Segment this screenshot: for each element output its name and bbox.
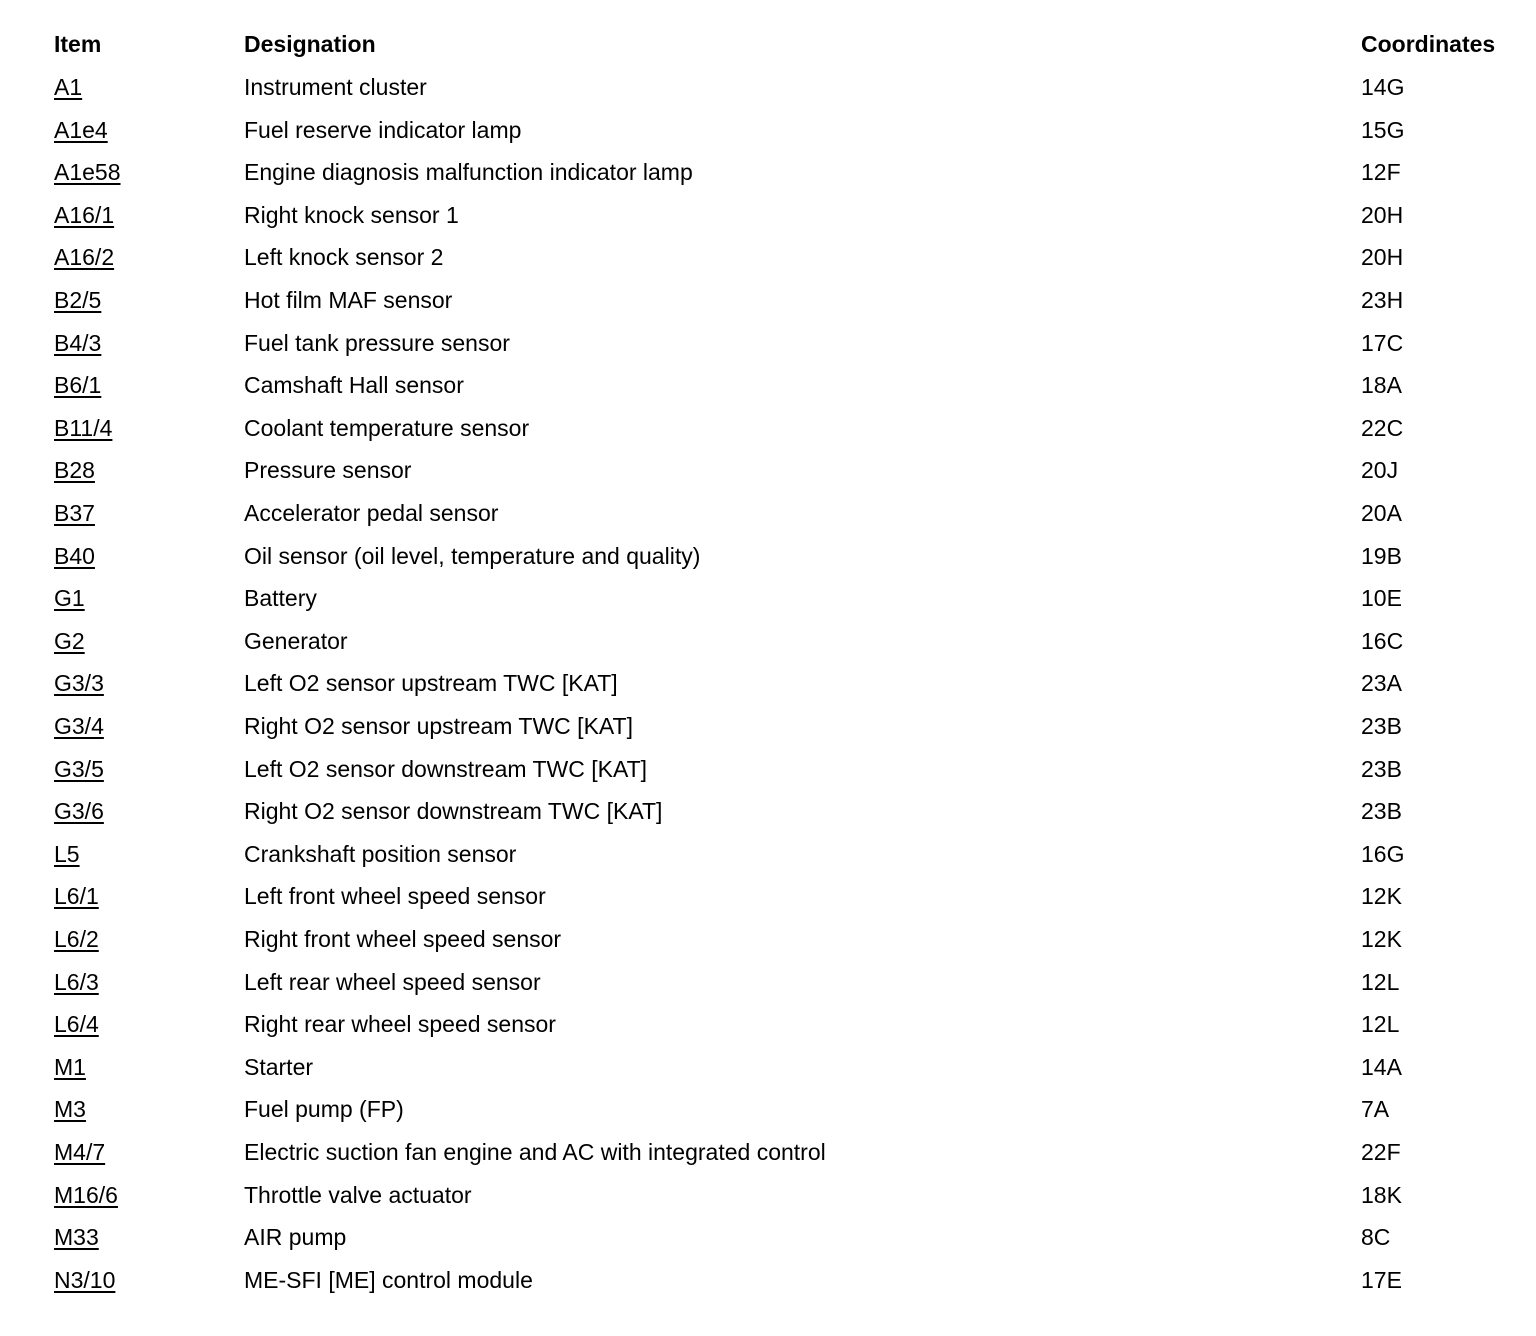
item-cell [54,875,99,917]
item-link[interactable]: M33 [54,1224,99,1251]
coordinates-cell: 22C [1361,414,1404,441]
item-link[interactable]: G3/3 [54,670,104,697]
item-link[interactable]: B40 [54,542,95,569]
coordinates-cell: 22F [1361,1139,1401,1165]
item-cell [54,236,114,278]
coordinates-cell: 19B [1361,542,1402,569]
coordinates-cell: 23B [1361,755,1402,782]
item-link[interactable]: B37 [54,500,95,526]
item-cell [54,492,95,534]
coordinates-cell: 8C [1361,1224,1391,1251]
item-cell [54,833,80,875]
item-link[interactable]: N3/10 [54,1266,116,1293]
item-link[interactable]: A16/2 [54,244,115,271]
table-row [0,620,1536,662]
table-row [0,1046,1536,1088]
table-row [0,109,1536,151]
item-cell [54,1088,86,1130]
designation-cell: Crankshaft position sensor [244,840,517,867]
designation-cell: ME-SFI [ME] control module [244,1266,533,1293]
coordinates-cell: 12L [1361,968,1400,995]
coordinates-cell: 12K [1361,883,1402,910]
designation-cell: Camshaft Hall sensor [244,372,464,399]
item-link[interactable]: B11/4 [54,414,113,441]
coordinates-cell: 12K [1361,926,1402,952]
table-row [0,364,1536,406]
coordinates-cell: 23A [1361,670,1402,697]
coordinates-cell: 14G [1361,74,1405,100]
item-link[interactable]: M4/7 [54,1139,106,1165]
item-link[interactable]: A1e4 [54,116,108,143]
designation-cell: Generator [244,627,348,654]
designation-cell: Throttle valve actuator [244,1181,472,1208]
item-cell [54,151,121,193]
item-link[interactable]: G3/6 [54,798,104,825]
item-cell [54,407,112,449]
designation-cell: Right rear wheel speed sensor [244,1011,556,1038]
item-link[interactable]: G3/5 [54,755,104,782]
item-cell [54,961,99,1003]
coordinates-cell: 20J [1361,457,1399,484]
item-link[interactable]: B28 [54,457,95,484]
item-cell [54,1131,105,1173]
coordinates-cell: 20A [1361,500,1402,526]
table-row [0,279,1536,321]
item-cell [54,449,95,491]
header-designation: Designation [244,31,376,57]
item-link[interactable]: B4/3 [54,329,102,356]
item-link[interactable]: M1 [54,1053,86,1080]
designation-cell: Left front wheel speed sensor [244,883,546,910]
designation-cell: Starter [244,1053,314,1080]
coordinates-cell: 15G [1361,116,1405,143]
table-row [0,236,1536,278]
item-cell [54,535,95,577]
coordinates-cell: 7A [1361,1096,1390,1123]
header-item: Item [54,31,102,57]
coordinates-cell: 23B [1361,713,1402,739]
designation-cell: Right knock sensor 1 [244,201,459,228]
designation-cell: Fuel pump (FP) [244,1096,404,1123]
designation-cell: Fuel reserve indicator lamp [244,116,522,143]
table-header-row [0,23,1536,65]
designation-cell: Hot film MAF sensor [244,287,453,313]
item-link[interactable]: L6/3 [54,968,99,995]
table-row [0,577,1536,619]
item-cell [54,364,101,406]
table-row [0,1216,1536,1258]
item-link[interactable]: L6/1 [54,883,99,910]
item-link[interactable]: A1 [54,74,83,100]
coordinates-cell: 12L [1361,1011,1400,1038]
item-cell [54,322,101,364]
coordinates-cell: 17E [1361,1266,1402,1293]
item-cell [54,705,104,747]
table-row [0,322,1536,364]
coordinates-cell: 17C [1361,329,1404,356]
item-link[interactable]: M16/6 [54,1181,118,1208]
table-row [0,194,1536,236]
coordinates-cell: 12F [1361,159,1401,186]
item-cell [54,194,114,236]
header-coordinates: Coordinates [1361,31,1496,57]
table-row [0,1003,1536,1045]
table-row [0,961,1536,1003]
table-row [0,1259,1536,1301]
item-link[interactable]: M3 [54,1096,86,1123]
item-cell [54,66,82,108]
table-row [0,705,1536,747]
table-row [0,407,1536,449]
item-link[interactable]: G2 [54,627,85,654]
coordinates-cell: 20H [1361,244,1404,271]
item-link[interactable]: G1 [54,585,85,612]
item-cell [54,1046,86,1088]
item-link[interactable]: B6/1 [54,372,102,399]
designation-cell: Fuel tank pressure sensor [244,329,510,356]
designation-cell: Pressure sensor [244,457,412,484]
table-row [0,918,1536,960]
designation-cell: Left rear wheel speed sensor [244,968,541,995]
item-cell [54,279,101,321]
table-row [0,151,1536,193]
designation-cell: Left O2 sensor upstream TWC [KAT] [244,670,618,697]
table-row [0,492,1536,534]
item-cell [54,577,85,619]
coordinates-cell: 14A [1361,1053,1402,1080]
table-row [0,1174,1536,1216]
item-link[interactable]: A16/1 [54,201,115,228]
coordinates-cell: 23B [1361,798,1402,825]
item-cell [54,620,85,662]
designation-cell: Battery [244,585,317,612]
coordinates-cell: 10E [1361,585,1402,612]
item-link[interactable]: L5 [54,840,80,867]
designation-cell: Right front wheel speed sensor [244,926,562,952]
table-row [0,662,1536,704]
designation-cell: Right O2 sensor downstream TWC [KAT] [244,798,663,825]
item-link[interactable]: G3/4 [54,713,104,739]
item-cell [54,790,104,832]
coordinates-cell: 18K [1361,1181,1402,1208]
item-link[interactable]: L6/2 [54,926,99,952]
designation-cell: Engine diagnosis malfunction indicator lamp [244,159,693,186]
table-row [0,535,1536,577]
table-row [0,790,1536,832]
item-cell [54,109,108,151]
table-row [0,1088,1536,1130]
item-cell [54,1259,115,1301]
item-cell [54,1003,99,1045]
coordinates-cell: 20H [1361,201,1404,228]
item-link[interactable]: A1e58 [54,159,121,186]
designation-cell: Left knock sensor 2 [244,244,444,271]
table-row [0,66,1536,108]
coordinates-cell: 16G [1361,840,1405,867]
item-cell [54,748,104,790]
coordinates-cell: 16C [1361,627,1404,654]
coordinates-cell: 18A [1361,372,1402,399]
designation-cell: AIR pump [244,1224,347,1251]
designation-cell: Right O2 sensor upstream TWC [KAT] [244,713,633,739]
item-link[interactable]: B2/5 [54,287,102,313]
item-cell [54,1174,118,1216]
table-row [0,1131,1536,1173]
table-row [0,449,1536,491]
item-link[interactable]: L6/4 [54,1011,99,1038]
designation-cell: Left O2 sensor downstream TWC [KAT] [244,755,648,782]
table-row [0,833,1536,875]
designation-cell: Accelerator pedal sensor [244,500,499,526]
designation-cell: Instrument cluster [244,74,427,100]
item-cell [54,1216,99,1258]
table-row [0,748,1536,790]
coordinates-cell: 23H [1361,287,1404,313]
designation-cell: Oil sensor (oil level, temperature and quality) [244,542,701,569]
designation-cell: Electric suction fan engine and AC with integrated control [244,1139,826,1165]
table-row [0,875,1536,917]
item-cell [54,918,99,960]
designation-cell: Coolant temperature sensor [244,414,530,441]
item-cell [54,662,104,704]
